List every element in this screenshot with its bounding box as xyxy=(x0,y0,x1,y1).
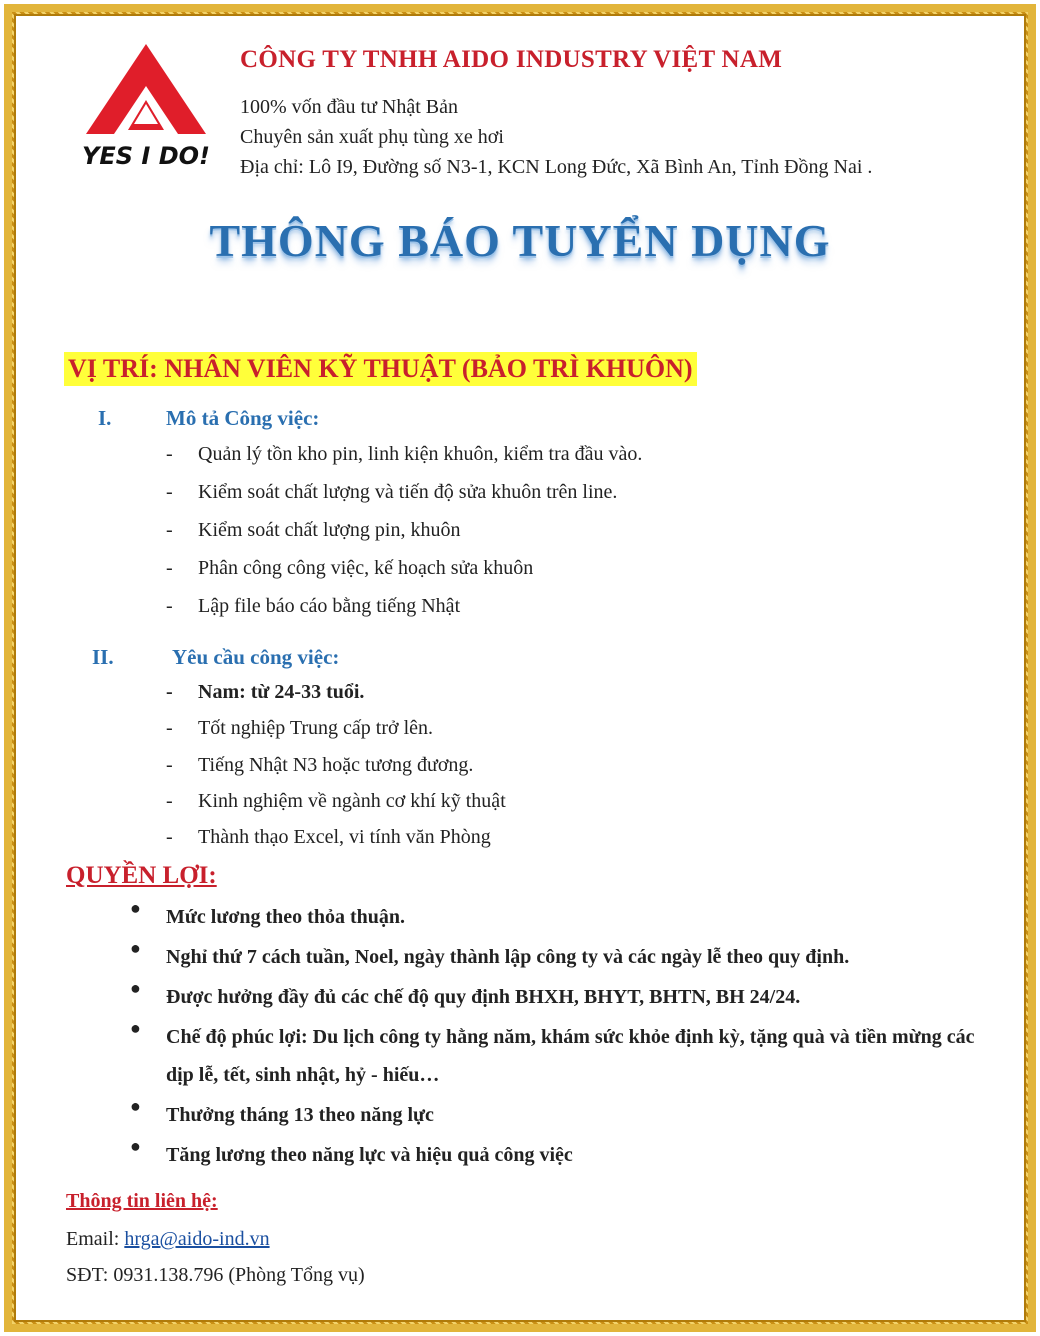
contact-title: Thông tin liên hệ: xyxy=(66,1190,218,1212)
contact-email-line: Email: hrga@aido-ind.vn xyxy=(66,1228,270,1250)
bullet-icon: ● xyxy=(130,1096,141,1116)
section2-title: Yêu cầu công việc: xyxy=(172,645,340,669)
bullet-icon: ● xyxy=(130,1136,141,1156)
company-address: Địa chỉ: Lô I9, Đường số N3-1, KCN Long Đức, Xã Bình An, Tỉnh Đồng Nai . xyxy=(240,156,873,178)
list-item: ● Thưởng tháng 13 theo năng lực xyxy=(130,1096,434,1126)
list-item: ● Mức lương theo thỏa thuận. xyxy=(130,898,405,928)
list-item: - Phân công công việc, kế hoạch sửa khuôn xyxy=(166,557,534,579)
company-logo xyxy=(66,42,226,172)
section1-number: I. xyxy=(98,406,112,430)
list-item: ● Nghỉ thứ 7 cách tuần, Noel, ngày thành lập công ty và các ngày lễ theo quy định. xyxy=(130,938,850,968)
logo-a-mark-icon xyxy=(66,42,226,172)
list-item: - Tốt nghiệp Trung cấp trở lên. xyxy=(166,717,433,739)
list-item: - Quản lý tồn kho pin, linh kiện khuôn, kiểm tra đầu vào. xyxy=(166,443,643,465)
bullet-icon: ● xyxy=(130,978,141,998)
list-item: - Lập file báo cáo bằng tiếng Nhật xyxy=(166,595,461,617)
list-item: - Thành thạo Excel, vi tính văn Phòng xyxy=(166,826,491,848)
list-item: - Tiếng Nhật N3 hoặc tương đương. xyxy=(166,754,474,776)
benefits-title: QUYỀN LỢI: xyxy=(66,862,217,889)
email-link[interactable]: hrga@aido-ind.vn xyxy=(124,1228,270,1250)
bullet-icon: ● xyxy=(130,1018,141,1038)
company-name: CÔNG TY TNHH AIDO INDUSTRY VIỆT NAM xyxy=(240,46,783,73)
section2-number: II. xyxy=(92,645,114,669)
list-item: - Kinh nghiệm về ngành cơ khí kỹ thuật xyxy=(166,790,506,812)
list-item: ● Được hưởng đầy đủ các chế độ quy định BHXH, BHYT, BHTN, BH 24/24. xyxy=(130,978,801,1008)
list-item: - Kiểm soát chất lượng pin, khuôn xyxy=(166,519,461,541)
bullet-icon: ● xyxy=(130,938,141,958)
company-business: Chuyên sản xuất phụ tùng xe hơi xyxy=(240,126,504,148)
list-item: - Nam: từ 24-33 tuổi. xyxy=(166,681,365,703)
list-item: ● Tăng lương theo năng lực và hiệu quả công việc xyxy=(130,1136,573,1166)
list-item: - Kiểm soát chất lượng và tiến độ sửa khuôn trên line. xyxy=(166,481,618,503)
list-item: ● Chế độ phúc lợi: Du lịch công ty hằng năm, khám sức khỏe định kỳ, tặng quà và tiền mừng các dịp lễ, tết, sinh nhật, hỷ - hiếu… xyxy=(130,1018,975,1086)
contact-phone: SĐT: 0931.138.796 (Phòng Tổng vụ) xyxy=(66,1264,365,1286)
logo-text: YES I DO! xyxy=(82,142,210,170)
section1-title: Mô tả Công việc: xyxy=(166,406,320,430)
company-capital: 100% vốn đầu tư Nhật Bản xyxy=(240,96,459,118)
job-position: VỊ TRÍ: NHÂN VIÊN KỸ THUẬT (BẢO TRÌ KHUÔN) xyxy=(64,352,697,386)
bullet-icon: ● xyxy=(130,898,141,918)
page-title: THÔNG BÁO TUYỂN DỤNG xyxy=(209,215,831,266)
